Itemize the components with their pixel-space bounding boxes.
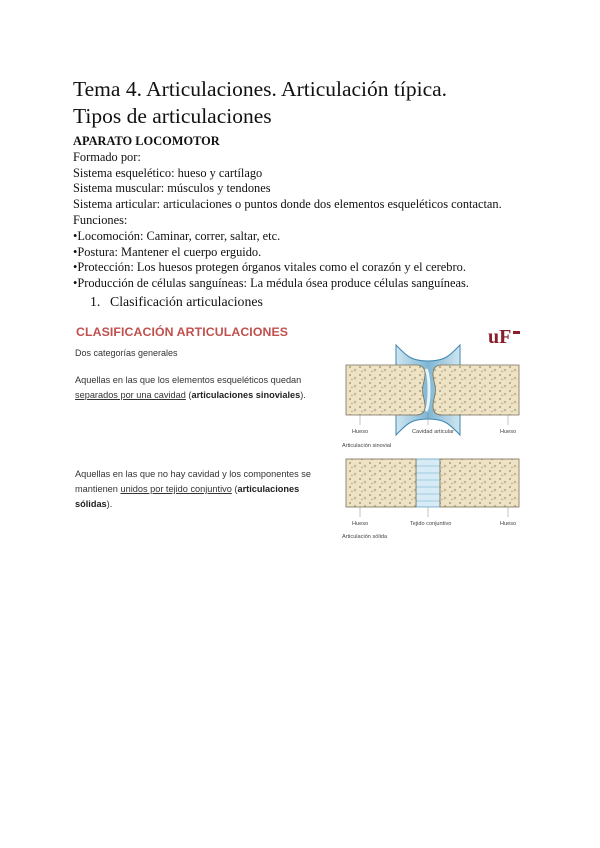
synovial-joint-illustration (338, 345, 527, 449)
slide-paragraph-solid (75, 467, 330, 512)
slide-text: mantienen (75, 484, 121, 494)
title-line-1: Tema 4. Articulaciones. Articulación típica. (73, 77, 448, 101)
diagram-label: Tejido conjuntivo (410, 521, 452, 527)
text-line: Formado por: (73, 149, 141, 164)
slide-text: ). (300, 390, 306, 400)
body-text (73, 134, 573, 292)
slide-text: ( (231, 484, 238, 494)
bullet-line: •Producción de células sanguíneas: La médula ósea produce células sanguíneas. (73, 276, 469, 291)
diagram-caption: Articulación sinovial (342, 443, 392, 449)
diagram-label: Hueso (352, 521, 369, 527)
section-heading: APARATO LOCOMOTOR (73, 134, 220, 148)
bullet-line: •Locomoción: Caminar, correr, saltar, etc. (73, 228, 281, 243)
slide-text: Aquellas en las que los elementos esqueléticos quedan (75, 375, 302, 385)
diagram-label: Hueso (352, 429, 369, 435)
text-line: Funciones: (73, 212, 128, 227)
slide-underlined-text: separados por una cavidad (75, 390, 186, 400)
diagram-label: Cavidad articular (412, 429, 454, 435)
text-line: Sistema esquelético: hueso y cartílago (73, 165, 263, 180)
slide-text: Aquellas en las que no hay cavidad y los componentes se (75, 469, 311, 479)
slide-paragraph-synovial (75, 373, 330, 403)
university-logo (488, 326, 520, 348)
diagram-label: Hueso (500, 521, 517, 527)
bullet-line: •Postura: Mantener el cuerpo erguido. (73, 244, 262, 259)
slide-bold-text: articulaciones sinoviales (191, 390, 301, 400)
list-number: 1. (90, 294, 101, 309)
text-line: Sistema articular: articulaciones o puntos donde dos elementos esqueléticos contactan. (73, 197, 502, 212)
numbered-list-item (90, 293, 263, 311)
slide-subtitle: Dos categorías generales (75, 348, 178, 358)
solid-joint-illustration (342, 459, 519, 540)
slide-text: ). (106, 499, 113, 509)
joint-diagram (338, 325, 527, 540)
diagram-label: Hueso (500, 429, 517, 435)
text-line: Sistema muscular: músculos y tendones (73, 181, 271, 196)
slide-title: CLASIFICACIÓN ARTICULACIONES (76, 325, 289, 339)
page-title (73, 76, 573, 130)
diagram-caption: Articulación sólida (342, 534, 388, 540)
logo-text: uF (488, 326, 512, 348)
slide-underlined-text: unidos por tejido conjuntivo (120, 484, 232, 494)
slide-bold-text: articulaciones sólidas (75, 484, 300, 509)
list-item-text: Clasificación articulaciones (110, 294, 263, 309)
embedded-slide-image (66, 317, 527, 540)
slide-text: ( (185, 390, 192, 400)
title-line-2: Tipos de articulaciones (73, 104, 272, 128)
bullet-line: •Protección: Los huesos protegen órganos vitales como el corazón y el cerebro. (73, 260, 466, 275)
